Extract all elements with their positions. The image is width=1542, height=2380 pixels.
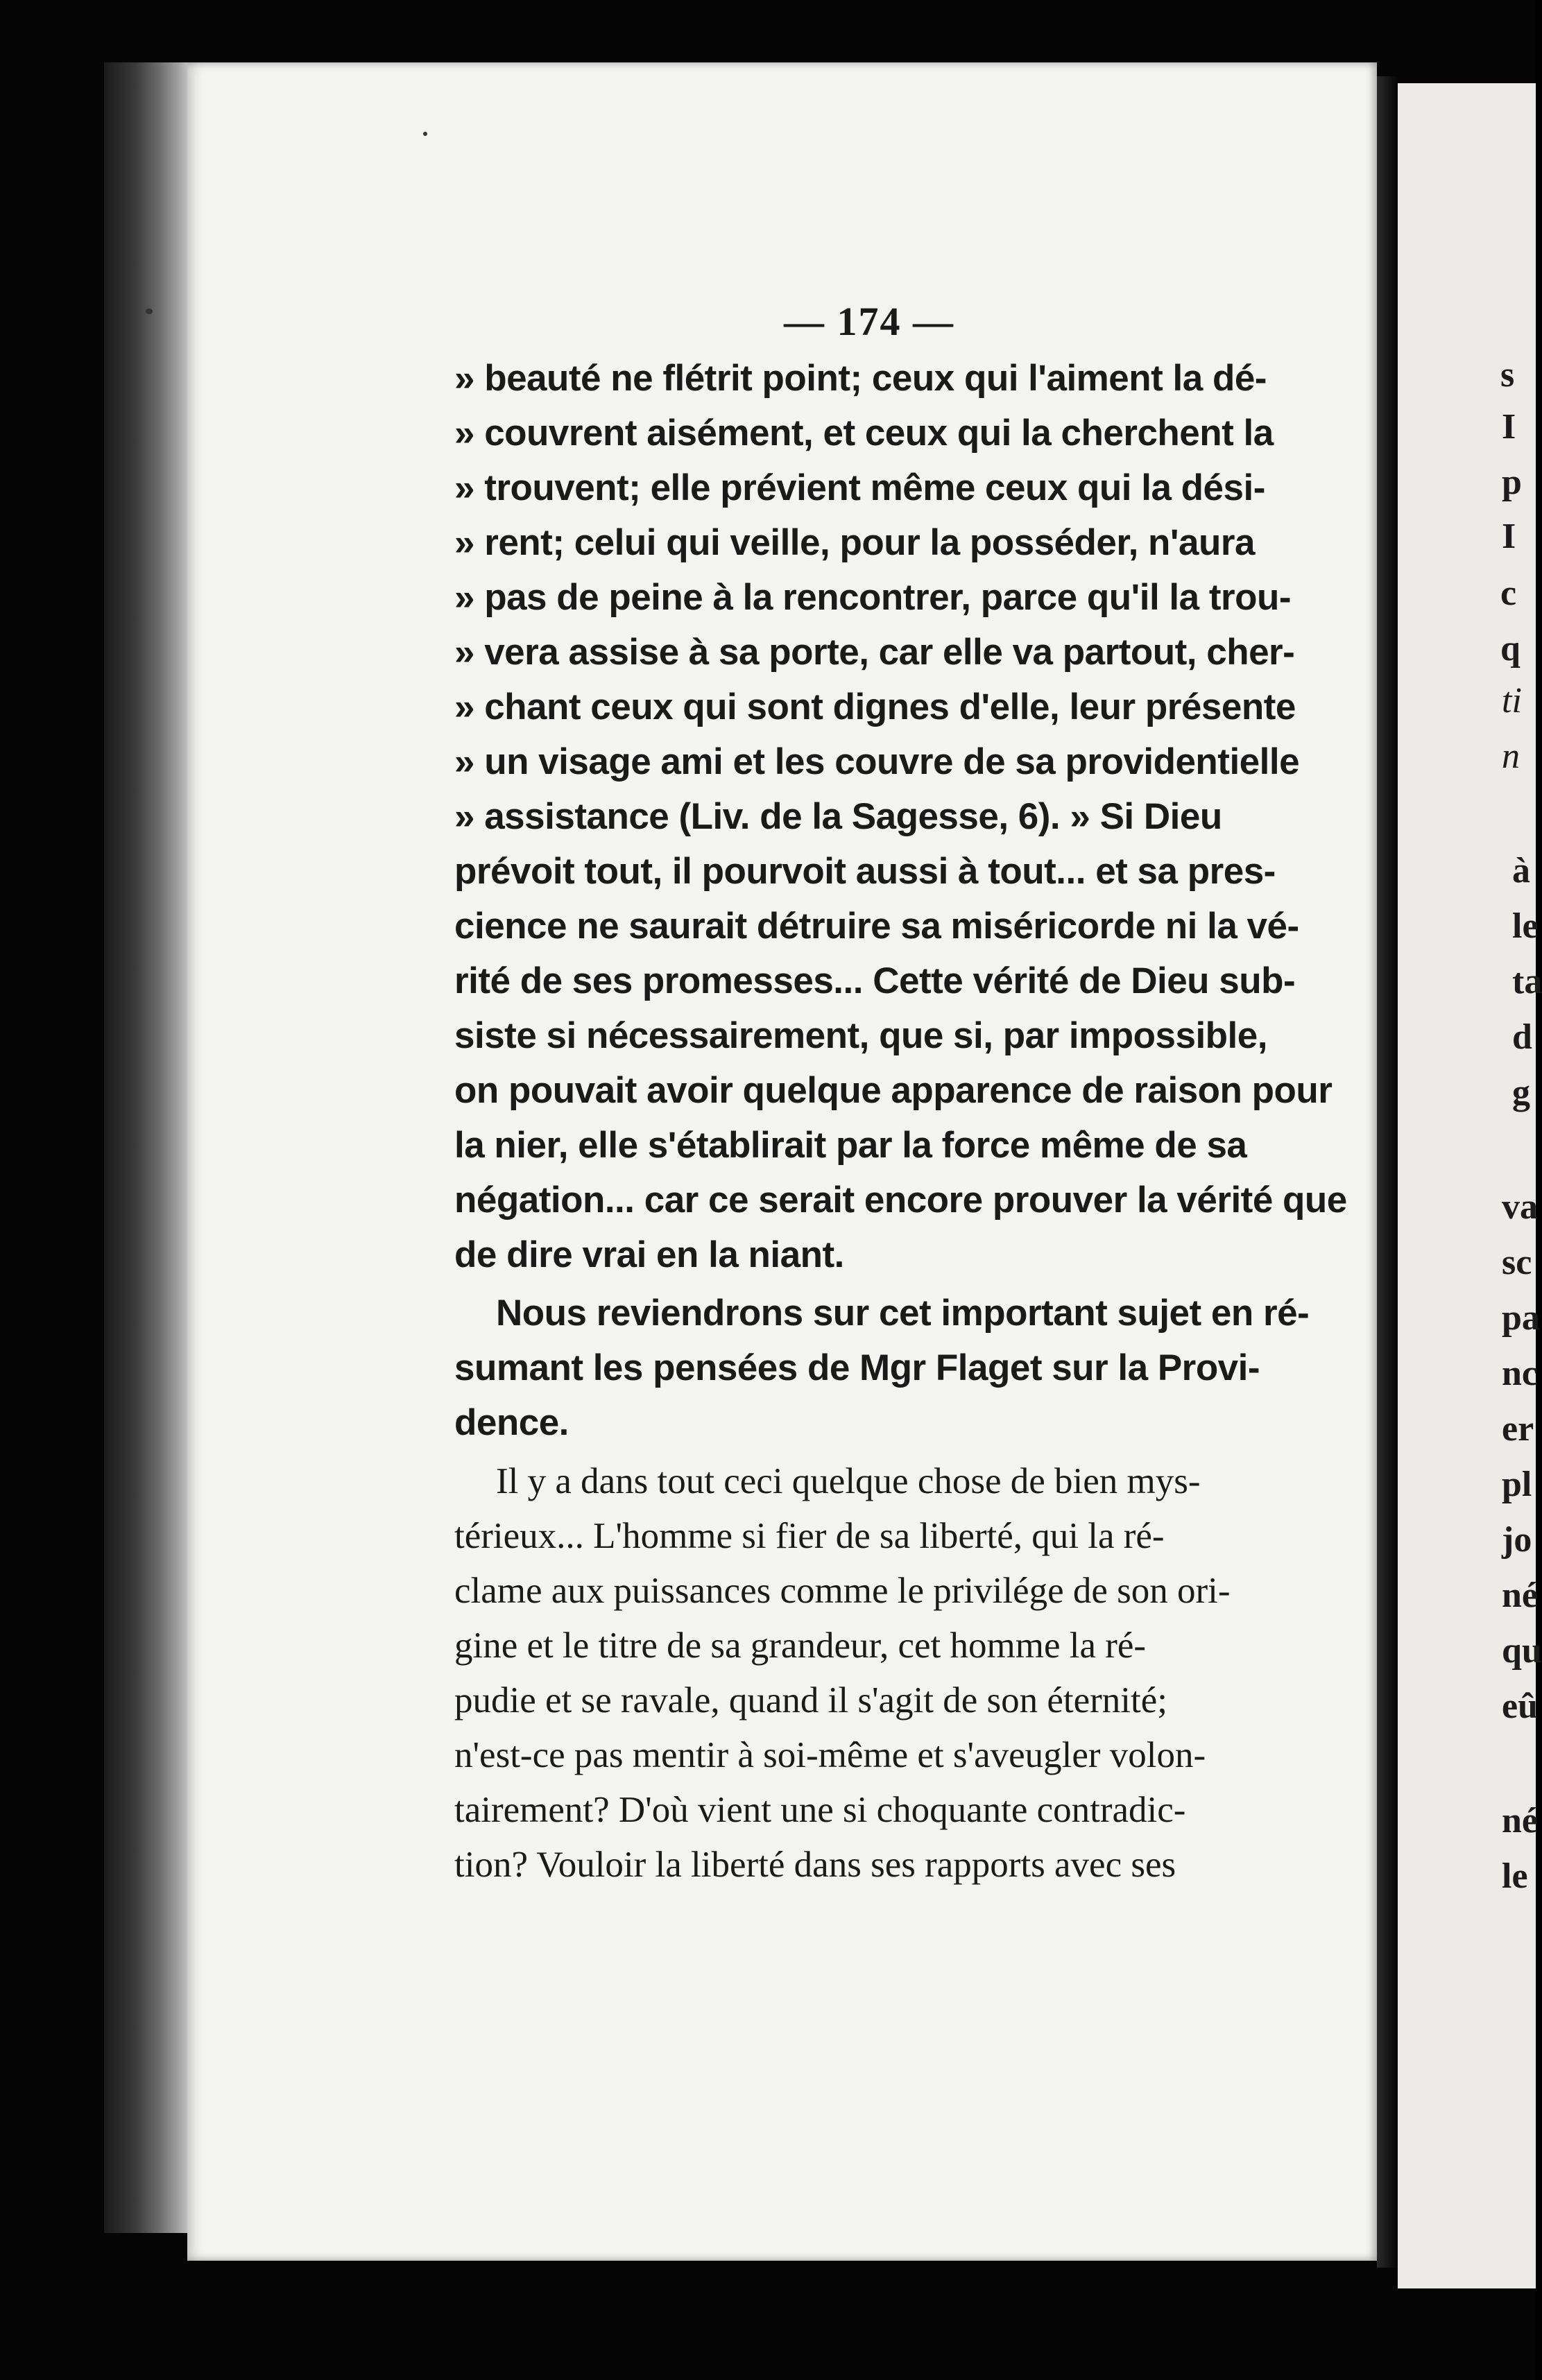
text-line: » beauté ne flétrit point; ceux qui l'aiment la dé- [454,358,1267,399]
next-page-fragment-line: s [1500,355,1515,395]
text-line: tion? Vouloir la liberté dans ses rapports avec ses [454,1845,1176,1885]
text-line: on pouvait avoir quelque apparence de raison pour [454,1070,1333,1111]
text-line: Nous reviendrons sur cet important sujet en ré- [496,1293,1310,1334]
next-page-fragment-line: va [1502,1187,1538,1227]
text-line: cience ne saurait détruire sa miséricorde ni la vé- [454,906,1299,947]
next-page-fragment-line: à [1512,851,1530,890]
text-line: » trouvent; elle prévient même ceux qui la dési- [454,467,1265,508]
text-line: » pas de peine à la rencontrer, parce qu'il la trou- [454,577,1291,618]
text-line: térieux... L'homme si fier de sa liberté, qui la ré- [454,1516,1165,1556]
text-line: pudie et se ravale, quand il s'agit de son éternité; [454,1680,1167,1721]
next-page-fragment-line: q [1500,629,1520,669]
next-page-fragment-line: pa [1502,1298,1540,1338]
next-page-fragment-line: pl [1502,1465,1532,1504]
next-page-fragment-line: er [1502,1409,1534,1449]
next-page-fragment-line: c [1500,574,1517,613]
text-line: » couvrent aisément, et ceux qui la cherchent la [454,413,1274,454]
next-page-fragment-line: n [1502,736,1520,776]
next-page-fragment-line: le [1502,1856,1528,1896]
next-page-fragment-line: I [1502,517,1516,556]
page-gutter [1377,76,1398,2268]
text-line: » rent; celui qui veille, pour la posséder, n'aura [454,522,1255,563]
text-line: rité de ses promesses... Cette vérité de Dieu sub- [454,960,1296,1001]
text-line: » un visage ami et les couvre de sa providentielle [454,741,1300,782]
text-line: n'est-ce pas mentir à soi-même et s'aveugler volon- [454,1735,1206,1775]
next-page-fragment-line: ti [1502,681,1522,721]
text-line: » assistance (Liv. de la Sagesse, 6). » Si Dieu [454,796,1222,837]
text-line: clame aux puissances comme le privilége de son ori- [454,1571,1231,1611]
text-line: » chant ceux qui sont dignes d'elle, leur présente [454,687,1296,727]
next-page-fragment-line: I [1502,407,1516,447]
text-line: » vera assise à sa porte, car elle va partout, cher- [454,632,1295,673]
next-page-fragment [1398,83,1542,2288]
text-line: gine et le titre de sa grandeur, cet homme la ré- [454,1626,1147,1666]
text-line: de dire vrai en la niant. [454,1234,844,1275]
text-line: négation... car ce serait encore prouver la vérité que [454,1180,1347,1221]
book-left-edge [104,62,194,2233]
next-page-fragment-line: nc [1502,1354,1538,1393]
next-page-fragment-line: sc [1502,1243,1532,1282]
next-page-fragment-line: né [1502,1576,1538,1615]
next-page-fragment-line: ta [1512,962,1542,1001]
next-page-fragment-line: eû [1502,1687,1538,1726]
text-line: la nier, elle s'établirait par la force même de sa [454,1125,1247,1166]
next-page-fragment-line: p [1502,463,1522,502]
next-page-fragment-line: qu [1502,1631,1542,1671]
next-page-fragment-line: né [1502,1801,1538,1840]
text-line: prévoit tout, il pourvoit aussi à tout... et sa pres- [454,851,1276,892]
next-page-fragment-line: d [1512,1017,1532,1057]
page-number: — 174 — [784,299,954,344]
next-page-fragment-line: le [1512,906,1539,946]
scan-speck [146,309,153,314]
next-page-fragment-line: g [1512,1073,1530,1112]
text-line: dence. [454,1402,569,1443]
next-page-fragment-line: jo [1502,1520,1532,1560]
text-line: siste si nécessairement, que si, par impossible, [454,1015,1267,1056]
text-line: tairement? D'où vient une si choquante contradic- [454,1790,1186,1830]
text-line: sumant les pensées de Mgr Flaget sur la Provi- [454,1347,1260,1388]
scan-speck [423,132,427,136]
text-line: Il y a dans tout ceci quelque chose de bien mys- [496,1461,1201,1501]
